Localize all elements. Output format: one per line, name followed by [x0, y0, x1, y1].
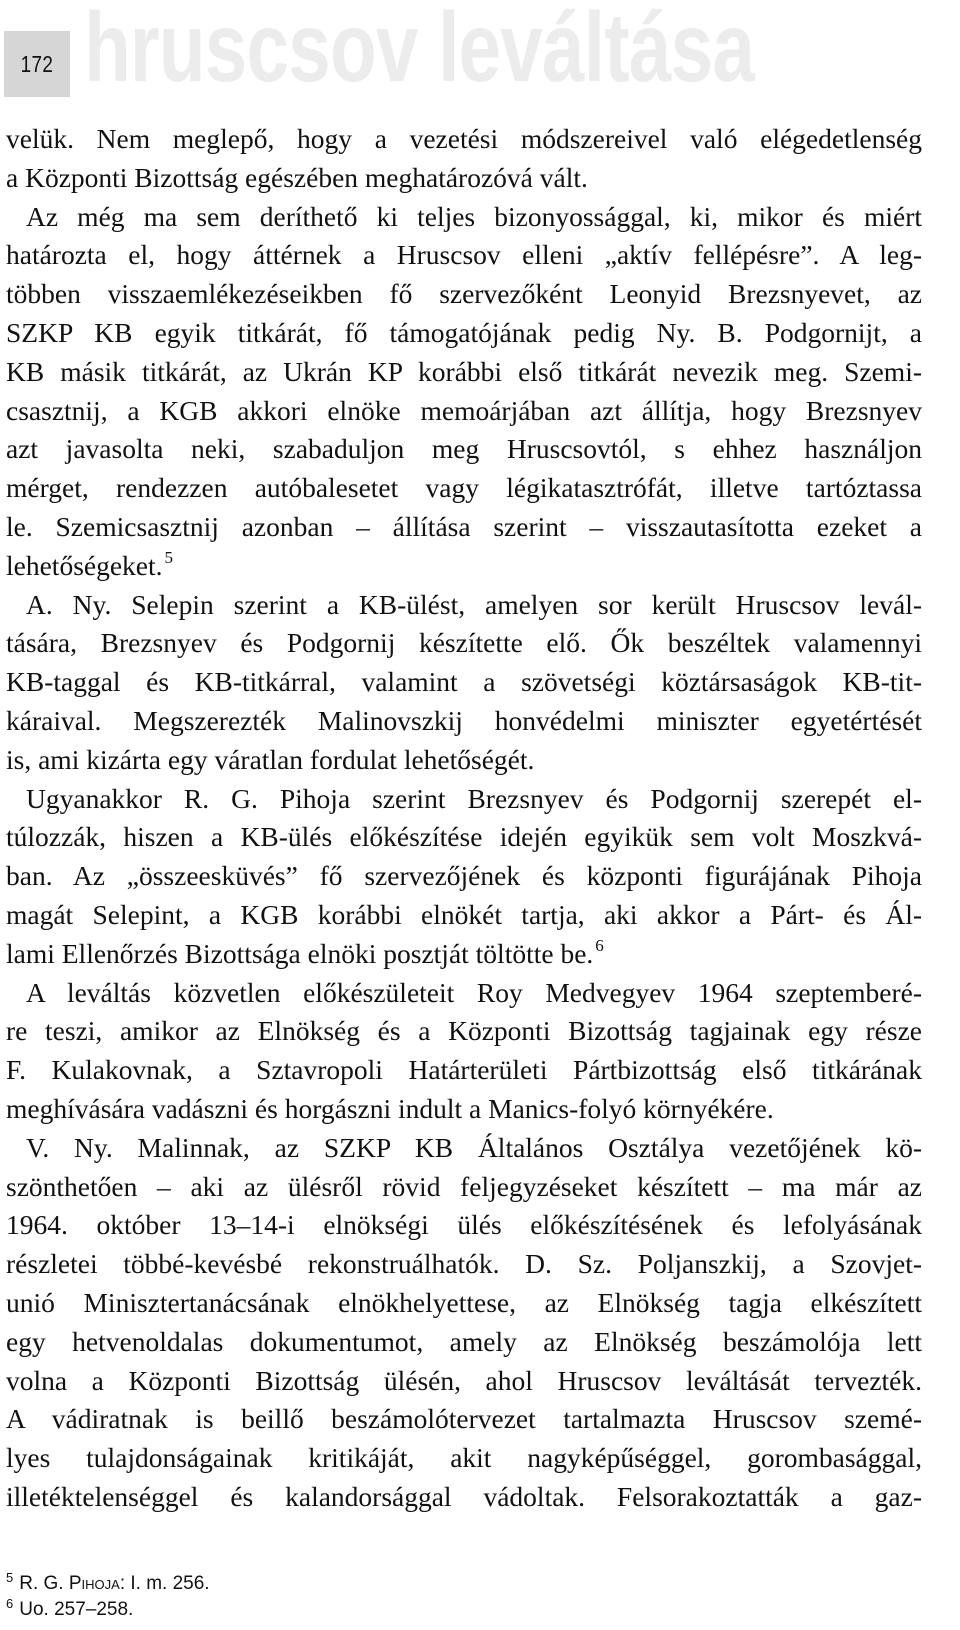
text-line: meghívására vadászni és horgászni indult a Manics-folyó környékére.: [6, 1092, 774, 1124]
text-line: egy hetvenoldalas dokumentumot, amely az Elnökség beszámolója lett: [6, 1325, 922, 1357]
footnote-number: 5: [6, 1570, 14, 1585]
footnote-citation: Uo. 257–258.: [19, 1599, 134, 1620]
footnote-6: [6, 1598, 906, 1624]
page-header: [0, 0, 960, 112]
text-line: magát Selepint, a KGB korábbi elnökét tartja, aki akkor a Párt- és Ál-: [6, 898, 922, 930]
text-line: A leváltás közvetlen előkészületeit Roy Medvegyev 1964 szeptemberé-: [26, 976, 922, 1008]
text-line-with-footnote: [6, 935, 922, 974]
text-line: többen visszaemlékezéseikben fő szervezőként Leonyid Brezsnyevet, az: [6, 278, 922, 310]
text-line: szönthetően – aki az ülésről rövid feljegyzéseket készített – ma már az: [6, 1170, 922, 1202]
text-line: unió Minisztertanácsának elnökhelyettese, az Elnökség tagja elkészített: [6, 1286, 922, 1318]
text-line: mérget, rendezzen autóbalesetet vagy légikatasztrófát, illetve tartóztassa: [6, 472, 922, 504]
text-line: volna a Központi Bizottság ülésén, ahol Hruscsov leváltását tervezték.: [6, 1364, 922, 1396]
body-text: [6, 120, 922, 1517]
text-line: A. Ny. Selepin szerint a KB-ülést, amelyen sor került Hruscsov levál-: [26, 588, 922, 620]
text-line: re teszi, amikor az Elnökség és a Központi Bizottság tagjainak egy része: [6, 1015, 922, 1047]
text-line: Az még ma sem deríthető ki teljes bizonyossággal, ki, mikor és miért: [26, 200, 922, 232]
text-line: a Központi Bizottság egészében meghatározóvá vált.: [6, 161, 588, 193]
text-line: tására, Brezsnyev és Podgornij készítette elő. Ők beszéltek valamennyi: [6, 627, 922, 659]
footnotes: [6, 1572, 906, 1624]
text-line: KB-taggal és KB-titkárral, valamint a szövetségi köztársaságok KB-tit-: [6, 666, 922, 698]
text-line: velük. Nem meglepő, hogy a vezetési módszereivel való elégedetlenség: [6, 123, 922, 154]
text-line: le. Szemicsasztnij azonban – állítása szerint – visszautasította ezeket a: [6, 510, 922, 542]
text-line: határozta el, hogy áttérnek a Hruscsov elleni „aktív fellépésre”. A leg-: [6, 239, 922, 271]
text-line: lami Ellenőrzés Bizottsága elnöki posztját töltötte be.: [6, 937, 594, 969]
text-line: F. Kulakovnak, a Sztavropoli Határterületi Pártbizottság első titkárának: [6, 1054, 922, 1086]
text-line: káraival. Megszerezték Malinovszkij honvédelmi miniszter egyetértését: [6, 704, 922, 736]
page-number-box: [4, 31, 70, 97]
text-line: ban. Az „összeesküvés” fő szervezőjének és központi figurájának Pihoja: [6, 860, 922, 892]
footnote-author-initials: R. G.: [19, 1573, 64, 1594]
text-line: is, ami kizárta egy váratlan fordulat lehetőségét.: [6, 743, 535, 775]
text-line: csasztnij, a KGB akkori elnöke memoárjában azt állítja, hogy Brezsnyev: [6, 394, 922, 426]
running-title: hruscsov leváltása: [84, 0, 755, 102]
text-line: KB másik titkárát, az Ukrán KP korábbi első titkárát nevezik meg. Szemi-: [6, 355, 922, 387]
text-line: A vádiratnak is beillő beszámolótervezet tartalmazta Hruscsov szemé-: [6, 1403, 922, 1435]
text-line: 1964. október 13–14-i elnökségi ülés előkészítésének és lefolyásának: [6, 1209, 922, 1241]
text-line: SZKP KB egyik titkárát, fő támogatójának pedig Ny. B. Podgornijt, a: [6, 316, 922, 348]
text-line: azt javasolta neki, szabaduljon meg Hruscsovtól, s ehhez használjon: [6, 433, 922, 465]
text-line: részletei többé-kevésbé rekonstruálhatók. D. Sz. Poljanszkij, a Szovjet-: [6, 1248, 922, 1280]
footnote-5: [6, 1572, 906, 1598]
text-line-with-footnote: [6, 547, 922, 586]
text-line: lehetőségeket.: [6, 549, 163, 581]
text-line: túlozzák, hiszen a KB-ülés előkészítése idején egyikük sem volt Moszkvá-: [6, 821, 922, 853]
footnote-number: 6: [6, 1596, 14, 1611]
footnote-author: Pihoja: [68, 1573, 120, 1594]
text-line: Ugyanakkor R. G. Pihoja szerint Brezsnyev és Podgornij szerepét el-: [26, 782, 922, 814]
text-line: lyes tulajdonságainak kritikáját, akit nagyképűséggel, gorombasággal,: [6, 1442, 922, 1474]
text-line: illetéktelenséggel és kalandorsággal vádoltak. Felsorakoztatták a gaz-: [6, 1480, 922, 1512]
footnote-ref-5: 5: [164, 547, 174, 567]
footnote-ref-6: 6: [595, 935, 604, 955]
text-line: V. Ny. Malinnak, az SZKP KB Általános Osztálya vezetőjének kö-: [26, 1131, 922, 1163]
footnote-citation: : I. m. 256.: [119, 1573, 210, 1594]
page-number: 172: [20, 50, 54, 77]
